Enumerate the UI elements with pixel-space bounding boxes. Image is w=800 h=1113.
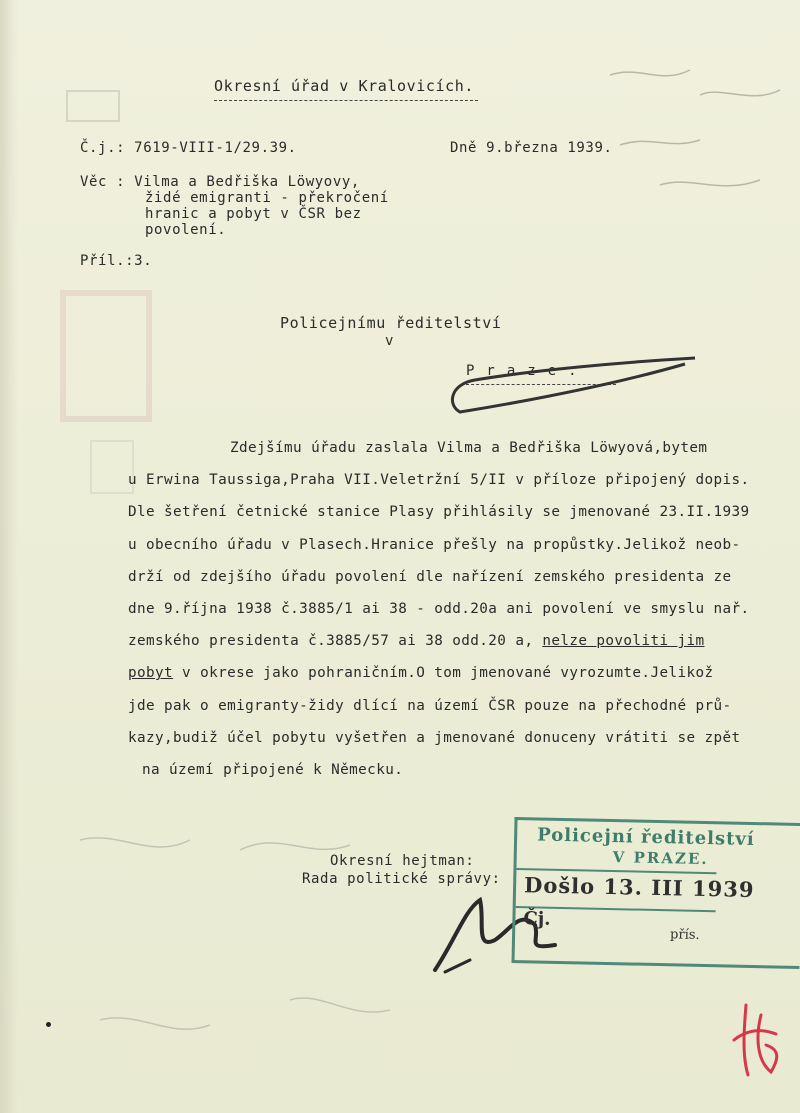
subject-line: povolení. (145, 222, 227, 238)
body-line: Zdejšímu úřadu zaslala Vilma a Bedřiška Löwyová,bytem (230, 440, 708, 456)
body-line: Dle šetření četnické stanice Plasy přihlásily se jmenované 23.II.1939 (128, 504, 750, 521)
letter-body (128, 432, 798, 786)
body-line: u obecního úřadu v Plasech.Hranice přešly na propůstky.Jelikož neob- (128, 536, 741, 553)
body-line (128, 657, 798, 689)
reference-number: Č.j.: 7619-VIII-1/29.39. (80, 140, 297, 156)
stamp-note: přís. (669, 927, 700, 943)
office-title: Okresní úřad v Kralovicích. (214, 77, 475, 95)
ghost-stamp-mark (60, 290, 152, 422)
stamp-index: Čj. (523, 908, 551, 930)
ghost-stamp-mark (66, 90, 120, 122)
document-date: Dně 9.března 1939. (450, 140, 613, 156)
red-pencil-initials (726, 1000, 786, 1080)
body-line (128, 625, 798, 657)
body-text: zemského presidenta č.3885/57 ai 38 odd.20 a, (128, 633, 534, 650)
body-line: kazy,budiž účel pobytu vyšetřen a jmenované donuceny vrátiti se zpět (128, 729, 741, 746)
addressee-name: Policejnímu ředitelství (280, 314, 502, 332)
stamp-line: V PRAZE. (612, 848, 709, 869)
pencil-marginalia (600, 55, 790, 215)
title-underline (214, 100, 478, 101)
paper-edge (0, 0, 18, 1113)
subject (80, 174, 360, 190)
ink-dot (46, 1022, 51, 1027)
body-line: u Erwina Taussiga,Praha VII.Veletržní 5/II v příloze připojený dopis. (128, 472, 750, 489)
subject-line: židé emigranti - překročení (145, 190, 389, 206)
addressee-city: Praze. (466, 363, 589, 379)
subject-line: hranic a pobyt v ČSR bez (145, 206, 362, 222)
body-line: jde pak o emigranty-židy dlící na území ČSR pouze na přechodné prů- (128, 697, 732, 714)
pencil-marginalia (60, 820, 440, 1080)
police-receipt-stamp (512, 817, 800, 969)
body-line: na území připojené k Německu. (142, 762, 404, 779)
ink-swoosh-mark (445, 350, 705, 420)
signatory-title: Okresní hejtman: (330, 853, 475, 869)
addressee-preposition: v (385, 333, 395, 349)
underlined-text: pobyt (128, 665, 174, 682)
attachments: Příl.:3. (80, 253, 153, 269)
signatory-rank: Rada politické správy: (302, 871, 501, 887)
stamp-line: Policejní ředitelství (536, 824, 755, 851)
stamp-received-date: Došlo 13. III 1939 (523, 872, 755, 903)
body-line: dne 9.října 1938 č.3885/1 ai 38 - odd.20a ani povolení ve smyslu nař. (128, 601, 750, 618)
body-text: v okrese jako pohraničním.O tom jmenované vyrozumte.Jelikož (173, 665, 714, 682)
subject-label: Věc : (80, 174, 126, 190)
subject-line: Vilma a Bedřiška Löwyovy, (134, 174, 360, 190)
body-line: drží od zdejšího úřadu povolení dle nařízení zemského presidenta ze (128, 568, 732, 585)
underlined-text: nelze povoliti jim (542, 633, 705, 650)
